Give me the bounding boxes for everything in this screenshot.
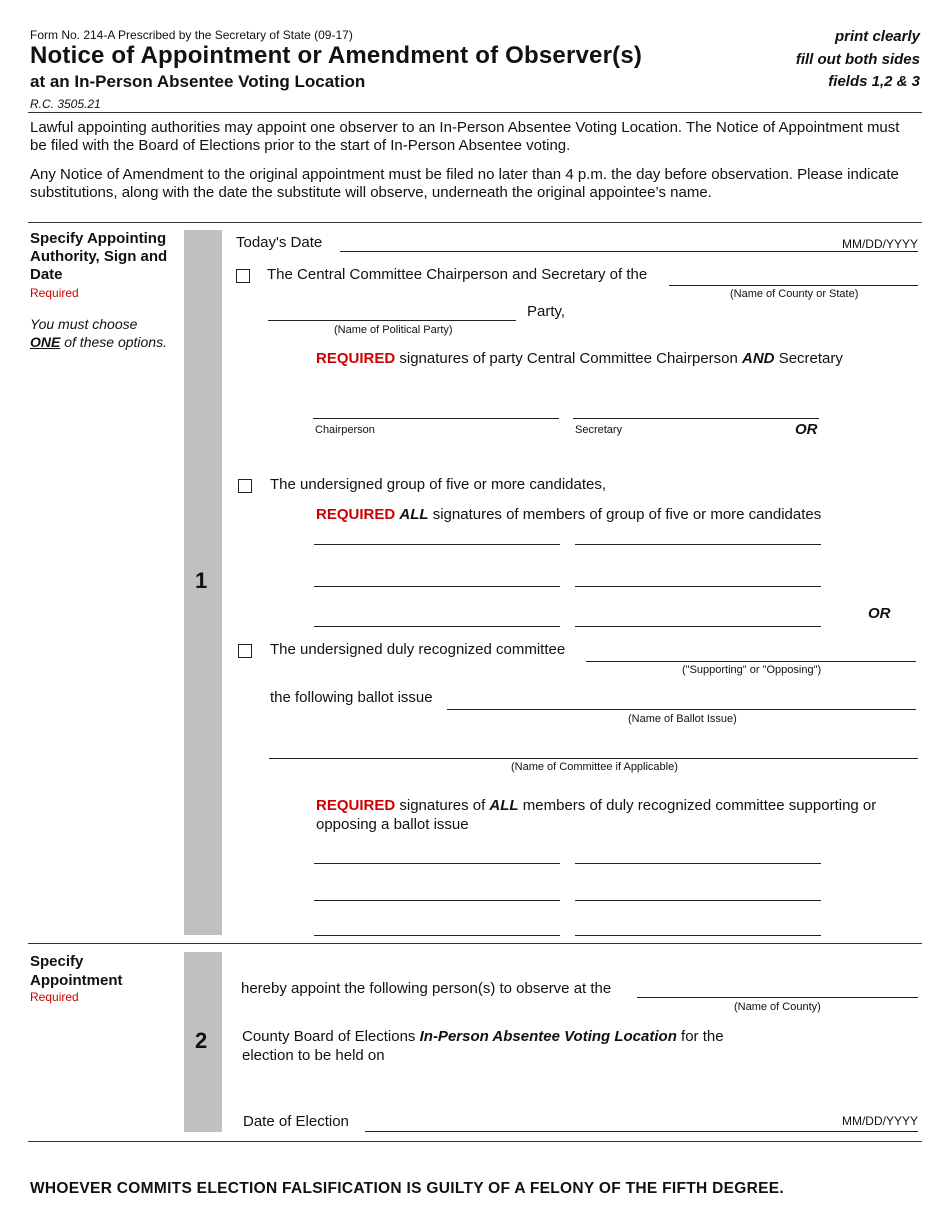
committee-name-caption: (Name of Committee if Applicable) xyxy=(511,761,678,773)
county-name-field[interactable] xyxy=(637,997,918,998)
option1-text: The Central Committee Chairperson and Secretary of the xyxy=(267,266,648,283)
option1-required-text: REQUIRED signatures of party Central Committee Chairperson AND Secretary xyxy=(316,350,843,367)
candidate-signature-line[interactable] xyxy=(314,544,560,545)
committee-name-field[interactable] xyxy=(269,758,918,759)
note-both-sides: fill out both sides xyxy=(795,51,920,68)
section1-required: Required xyxy=(30,286,79,300)
intro-paragraph-2: Any Notice of Amendment to the original appointment must be filed no later than 4 p.m. the day before observation. Please indicate substitutions, along with the date the substitute will observe, underneath the original appointee’s name. xyxy=(30,166,899,201)
or-separator-2: OR xyxy=(868,605,891,622)
option2-checkbox[interactable] xyxy=(238,479,252,493)
ballot-issue-field[interactable] xyxy=(447,709,916,710)
todays-date-format: MM/DD/YYYY xyxy=(841,237,918,251)
intro-paragraph-1: Lawful appointing authorities may appoint one observer to an In-Person Absentee Voting Location. The Notice of Appointment must be filed with the Board of Elections prior to the start of In-Person Absentee voting. xyxy=(30,119,900,154)
revised-code: R.C. 3505.21 xyxy=(30,97,101,111)
note-print-clearly: print clearly xyxy=(834,28,920,45)
form-subtitle: at an In-Person Absentee Voting Location xyxy=(30,72,366,91)
header-divider xyxy=(28,112,922,113)
supporting-opposing-field[interactable] xyxy=(586,661,916,662)
section1-label: Specify Appointing Authority, Sign and Date xyxy=(30,230,168,283)
todays-date-field[interactable] xyxy=(340,251,918,252)
party-word: Party, xyxy=(527,303,566,320)
section1-choose-note: You must choose ONE of these options. xyxy=(30,316,167,350)
option3-required-text: REQUIRED signatures of ALL members of duly recognized committee supporting or opposing a ballot issue xyxy=(316,797,877,833)
committee-signature-line[interactable] xyxy=(314,900,560,901)
note-fields: fields 1,2 & 3 xyxy=(828,73,920,90)
election-date-format: MM/DD/YYYY xyxy=(841,1114,918,1128)
committee-signature-line[interactable] xyxy=(575,935,821,936)
political-party-field[interactable] xyxy=(268,320,516,321)
option1-checkbox[interactable] xyxy=(236,269,250,283)
committee-signature-line[interactable] xyxy=(575,900,821,901)
section2-label: Specify Appointment xyxy=(30,953,123,989)
candidate-signature-line[interactable] xyxy=(575,544,821,545)
committee-signature-line[interactable] xyxy=(314,863,560,864)
political-party-caption: (Name of Political Party) xyxy=(334,324,453,336)
candidate-signature-line[interactable] xyxy=(575,626,821,627)
secretary-caption: Secretary xyxy=(575,424,623,436)
section2-number: 2 xyxy=(195,1028,208,1053)
or-separator-1: OR xyxy=(795,421,818,438)
chairperson-caption: Chairperson xyxy=(315,424,375,436)
section1-number: 1 xyxy=(195,568,208,593)
candidate-signature-line[interactable] xyxy=(575,586,821,587)
ballot-issue-label: the following ballot issue xyxy=(270,689,433,706)
committee-signature-line[interactable] xyxy=(314,935,560,936)
option2-required-text: REQUIRED ALL signatures of members of group of five or more candidates xyxy=(316,506,822,523)
ballot-issue-caption: (Name of Ballot Issue) xyxy=(628,713,737,725)
section2-bottom-divider xyxy=(28,1141,922,1142)
county-name-caption: (Name of County) xyxy=(734,1001,821,1013)
chairperson-signature-line[interactable] xyxy=(313,418,559,419)
falsification-warning: WHOEVER COMMITS ELECTION FALSIFICATION IS GUILTY OF A FELONY OF THE FIFTH DEGREE. xyxy=(30,1180,784,1197)
option3-text: The undersigned duly recognized committee xyxy=(270,641,566,658)
board-of-elections-text: County Board of Elections In-Person Absentee Voting Location for the election to be held on xyxy=(242,1028,724,1064)
candidate-signature-line[interactable] xyxy=(314,626,560,627)
section2-top-divider xyxy=(28,943,922,944)
supporting-opposing-caption: ("Supporting" or "Opposing") xyxy=(682,664,822,676)
todays-date-label: Today's Date xyxy=(236,234,323,251)
option3-checkbox[interactable] xyxy=(238,644,252,658)
county-state-field[interactable] xyxy=(669,285,918,286)
election-date-field[interactable] xyxy=(365,1131,918,1132)
section2-required: Required xyxy=(30,990,79,1004)
section1-top-divider xyxy=(28,222,922,223)
election-date-label: Date of Election xyxy=(243,1113,349,1130)
form-title: Notice of Appointment or Amendment of Observer(s) xyxy=(30,42,643,69)
appoint-text: hereby appoint the following person(s) to observe at the xyxy=(241,980,612,997)
county-state-caption: (Name of County or State) xyxy=(730,288,859,300)
option2-text: The undersigned group of five or more candidates, xyxy=(270,476,607,493)
candidate-signature-line[interactable] xyxy=(314,586,560,587)
committee-signature-line[interactable] xyxy=(575,863,821,864)
form-number: Form No. 214-A Prescribed by the Secretary of State (09-17) xyxy=(30,28,353,42)
secretary-signature-line[interactable] xyxy=(573,418,819,419)
